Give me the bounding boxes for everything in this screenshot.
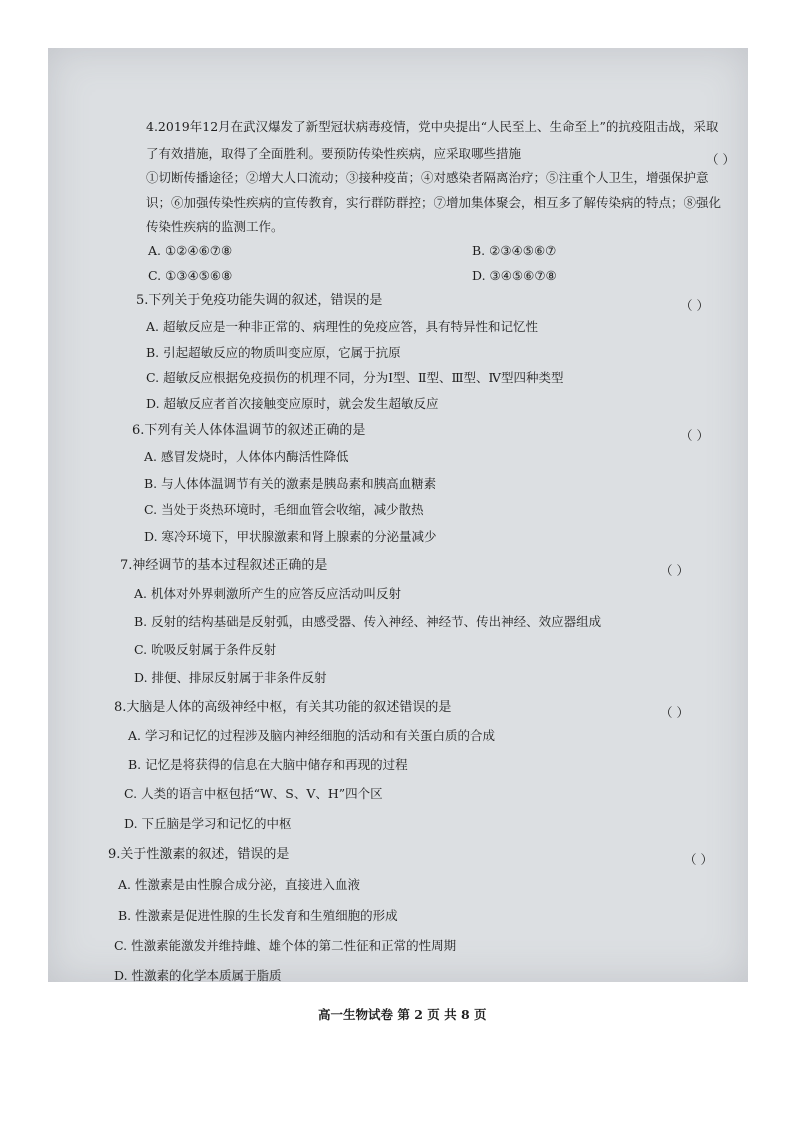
q8-option-d: D. 下丘脑是学习和记忆的中枢	[124, 816, 292, 831]
q4-stem-line2: 了有效措施，取得了全面胜利。要预防传染性疾病，应采取哪些措施	[146, 146, 522, 161]
q8-stem: 8.大脑是人体的高级神经中枢，有关其功能的叙述错误的是	[114, 700, 452, 715]
q5-option-b: B. 引起超敏反应的物质叫变应原，它属于抗原	[146, 345, 401, 360]
q8-option-b: B. 记忆是将获得的信息在大脑中储存和再现的过程	[128, 757, 408, 772]
q9-option-a: A. 性激素是由性腺合成分泌，直接进入血液	[118, 877, 360, 892]
q6-option-c: C. 当处于炎热环境时，毛细血管会收缩，减少散热	[144, 502, 424, 517]
q9-answer-bracket: （ ）	[684, 852, 713, 867]
page-footer: 高一生物试卷 第 2 页 共 8 页	[318, 1007, 487, 1022]
q4-option-d: D. ③④⑤⑥⑦⑧	[472, 268, 557, 283]
q6-answer-bracket: （ ）	[680, 428, 709, 443]
q7-answer-bracket: （ ）	[660, 563, 689, 578]
q7-stem: 7.神经调节的基本过程叙述正确的是	[120, 558, 328, 573]
q9-option-d: D. 性激素的化学本质属于脂质	[114, 968, 282, 983]
q7-option-a: A. 机体对外界刺激所产生的应答反应活动叫反射	[134, 586, 401, 601]
q7-option-c: C. 吮吸反射属于条件反射	[134, 642, 277, 657]
q8-answer-bracket: （ ）	[660, 705, 689, 720]
q4-stem-line1: 4.2019年12月在武汉爆发了新型冠状病毒疫情，党中央提出“人民至上、生命至上”的抗疫阻击战，采取	[146, 119, 719, 134]
q5-answer-bracket: （ ）	[680, 298, 709, 313]
q6-stem: 6.下列有关人体体温调节的叙述正确的是	[132, 423, 366, 438]
q6-option-b: B. 与人体体温调节有关的激素是胰岛素和胰高血糖素	[144, 476, 437, 491]
q8-option-c: C. 人类的语言中枢包括“W、S、V、H”四个区	[124, 786, 383, 801]
q4-option-c: C. ①③④⑤⑥⑧	[148, 268, 233, 283]
q5-stem: 5.下列关于免疫功能失调的叙述，错误的是	[136, 293, 383, 308]
exam-page	[48, 48, 748, 1022]
q4-stem-line3: ①切断传播途径；②增大人口流动；③接种疫苗；④对感染者隔离治疗；⑤注重个人卫生，增强保护意	[146, 170, 709, 185]
q4-option-b: B. ②③④⑤⑥⑦	[472, 243, 557, 258]
q4-stem-line5: 传染性疾病的监测工作。	[146, 219, 284, 234]
q8-option-a: A. 学习和记忆的过程涉及脑内神经细胞的活动和有关蛋白质的合成	[128, 728, 495, 743]
q9-option-b: B. 性激素是促进性腺的生长发育和生殖细胞的形成	[118, 908, 398, 923]
q5-option-d: D. 超敏反应者首次接触变应原时，就会发生超敏反应	[146, 396, 439, 411]
q5-option-a: A. 超敏反应是一种非正常的、病理性的免疫应答，具有特异性和记忆性	[146, 319, 538, 334]
q4-stem-line4: 识；⑥加强传染性疾病的宣传教育，实行群防群控；⑦增加集体聚会，相互多了解传染病的特点；⑧强化	[146, 195, 722, 210]
q6-option-a: A. 感冒发烧时，人体体内酶活性降低	[144, 449, 349, 464]
q9-stem: 9.关于性激素的叙述，错误的是	[108, 847, 290, 862]
q7-option-b: B. 反射的结构基础是反射弧，由感受器、传入神经、神经节、传出神经、效应器组成	[134, 614, 602, 629]
q9-option-c: C. 性激素能激发并维持雌、雄个体的第二性征和正常的性周期	[114, 938, 457, 953]
q5-option-c: C. 超敏反应根据免疫损伤的机理不同，分为Ⅰ型、Ⅱ型、Ⅲ型、Ⅳ型四种类型	[146, 370, 564, 385]
q6-option-d: D. 寒冷环境下，甲状腺激素和肾上腺素的分泌量减少	[144, 529, 437, 544]
q4-answer-bracket: （ ）	[706, 152, 735, 167]
q4-option-a: A. ①②④⑥⑦⑧	[148, 243, 233, 258]
q7-option-d: D. 排便、排尿反射属于非条件反射	[134, 670, 327, 685]
